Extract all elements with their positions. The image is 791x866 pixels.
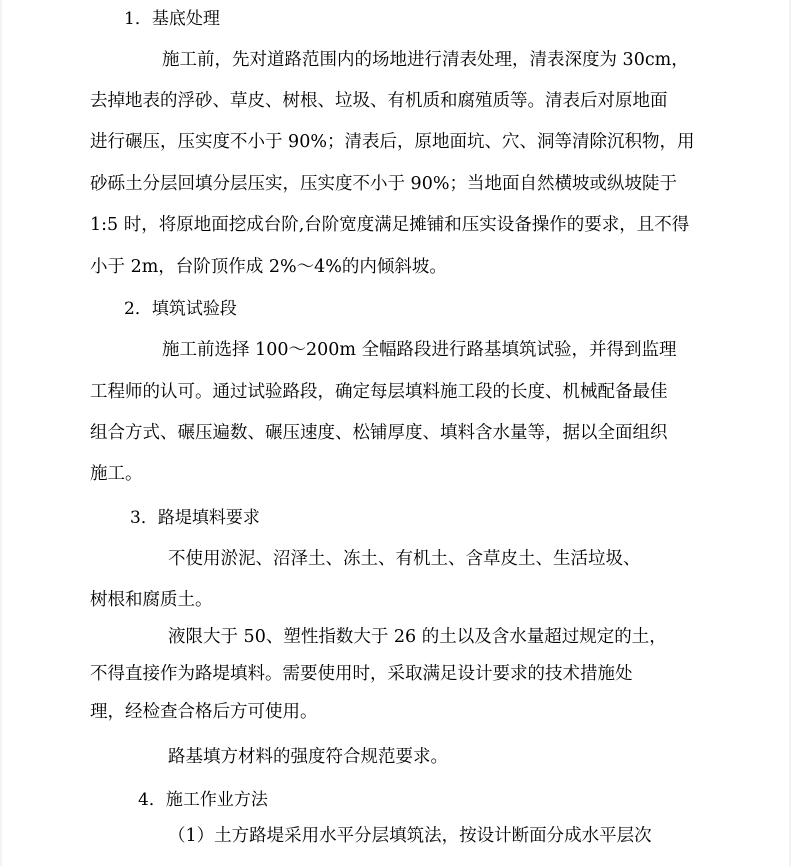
section-heading: 4．施工作业方法 [138, 790, 268, 810]
paragraph-line: 不使用淤泥、沼泽土、冻土、有机土、含草皮土、生活垃圾、 [168, 549, 641, 569]
paragraph-line: 去掉地表的浮砂、草皮、树根、垃圾、有机质和腐殖质等。清表后对原地面 [90, 91, 668, 111]
paragraph-line: 砂砾土分层回填分层压实，压实度不小于 90%；当地面自然横坡或纵坡陡于 [90, 174, 677, 194]
section-heading: 1．基底处理 [124, 9, 220, 29]
paragraph-line: 液限大于 50、塑性指数大于 26 的土以及含水量超过规定的土， [168, 627, 667, 647]
paragraph-line: 施工前，先对道路范围内的场地进行清表处理，清表深度为 30cm， [162, 50, 689, 70]
paragraph-line: 进行碾压，压实度不小于 90%；清表后，原地面坑、穴、洞等清除沉积物，用 [90, 132, 695, 152]
paragraph-line: 施工。 [90, 464, 143, 484]
paragraph-line: 理，经检查合格后方可使用。 [90, 702, 318, 722]
section-heading: 2．填筑试验段 [124, 299, 237, 319]
paragraph-line: 小于 2m，台阶顶作成 2%～4%的内倾斜坡。 [90, 257, 447, 277]
section-heading: 3．路堤填料要求 [130, 508, 260, 528]
paragraph-line: 施工前选择 100～200m 全幅路段进行路基填筑试验，并得到监理 [162, 340, 677, 360]
paragraph-line: 路基填方材料的强度符合规范要求。 [168, 747, 448, 767]
paragraph-line: 1:5 时，将原地面挖成台阶,台阶宽度满足摊铺和压实设备操作的要求，且不得 [90, 215, 690, 235]
paragraph-line: 组合方式、碾压遍数、碾压速度、松铺厚度、填料含水量等，据以全面组织 [90, 423, 668, 443]
paragraph-line: （1）土方路堤采用水平分层填筑法，按设计断面分成水平层次 [168, 826, 652, 846]
paragraph-line: 不得直接作为路堤填料。需要使用时，采取满足设计要求的技术措施处 [90, 664, 633, 684]
paragraph-line: 树根和腐质土。 [90, 590, 213, 610]
paragraph-line: 工程师的认可。通过试验路段，确定每层填料施工段的长度、机械配备最佳 [90, 382, 668, 402]
page-edge-left [0, 0, 2, 866]
